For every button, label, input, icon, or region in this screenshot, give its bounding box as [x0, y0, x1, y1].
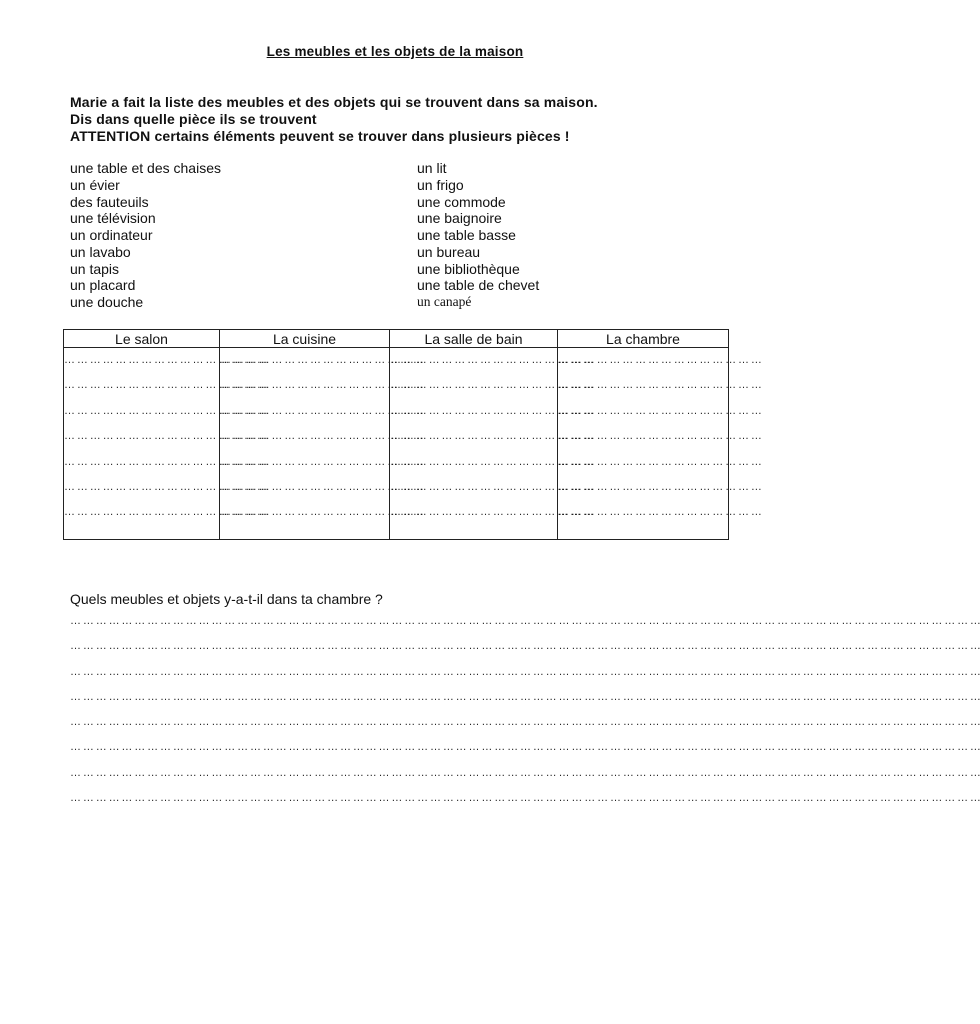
page-title: Les meubles et les objets de la maison — [266, 44, 524, 59]
answer-cell-chambre[interactable] — [558, 348, 762, 540]
instruction-warning: ATTENTION certains éléments peuvent se trouver dans plusieurs pièces ! — [70, 128, 570, 144]
fill-line: … … … … … … … … … … … … … … … … — [558, 379, 762, 392]
list-item: un placard — [70, 277, 136, 294]
fill-line: … … … … … … … … … … … … … … … … — [558, 430, 762, 443]
fill-line: … … … … … … … … … … … … … … … … — [558, 404, 762, 417]
list-item: une table basse — [417, 227, 516, 243]
answer-line: … … … … … … … … … … … … … … … … … … … … … … … … … … … … … … … … … … … … … … … … … … … … … … … … … … … … … … … … … … … … … … … … … … … … … … … — [70, 640, 980, 653]
fill-line: … … … … … … … … … … … … … … … … — [64, 480, 268, 493]
list-item: un ordinateur — [70, 227, 153, 243]
answer-line: … … … … … … … … … … … … … … … … … … … … … … … … … … … … … … … … … … … … … … … … … … … … … … … … … … … … … … … … … … … … … … … … … … … … … … … — [70, 665, 980, 678]
list-item: un évier — [70, 176, 120, 193]
fill-line: … … … … … … … … … … … … … … … … — [220, 455, 424, 468]
list-item: un tapis — [70, 260, 120, 277]
answer-area[interactable] — [70, 609, 980, 811]
list-item: des fauteuils — [70, 193, 149, 210]
fill-line: … … … … … … … … … … … … … … … … — [390, 430, 594, 443]
fill-line: … … … … … … … … … … … … … … … … — [220, 404, 424, 417]
fill-line: … … … … … … … … … … … … … … … … — [64, 430, 268, 443]
instruction-line: Marie a fait la liste des meubles et des objets qui se trouvent dans sa maison. — [70, 94, 598, 110]
fill-line: … … … … … … … … … … … … … … … … — [558, 455, 762, 468]
table-header-row — [64, 330, 729, 348]
list-item: un frigo — [417, 176, 464, 193]
fill-line: … … … … … … … … … … … … … … … … — [558, 506, 762, 519]
header-cuisine: La cuisine — [220, 330, 390, 348]
fill-line: … … … … … … … … … … … … … … … … — [64, 379, 268, 392]
fill-line: … … … … … … … … … … … … … … … … — [390, 404, 594, 417]
answer-cell-salon[interactable] — [64, 348, 268, 540]
fill-line: … … … … … … … … … … … … … … … … — [390, 506, 594, 519]
fill-line: … … … … … … … … … … … … … … … … — [220, 506, 424, 519]
header-chambre: La chambre — [558, 330, 729, 348]
answer-line: … … … … … … … … … … … … … … … … … … … … … … … … … … … … … … … … … … … … … … … … … … … … … … … … … … … … … … … … … … … … … … … … … … … … … … … — [70, 615, 980, 627]
fill-line: … … … … … … … … … … … … … … … … — [390, 480, 594, 493]
fill-line: … … … … … … … … … … … … … … … … — [390, 379, 594, 392]
fill-line: … … … … … … … … … … … … … … … … — [558, 354, 762, 366]
fill-line: … … … … … … … … … … … … … … … … — [220, 480, 424, 493]
fill-line: … … … … … … … … … … … … … … … … — [390, 455, 594, 468]
answer-line: … … … … … … … … … … … … … … … … … … … … … … … … … … … … … … … … … … … … … … … … … … … … … … … … … … … … … … … … … … … … … … … … … … … … … … … — [70, 792, 980, 805]
list-item: une télévision — [70, 210, 156, 227]
item-list-left — [70, 160, 221, 311]
fill-line: … … … … … … … … … … … … … … … … — [220, 379, 424, 392]
list-item: un bureau — [417, 243, 481, 260]
answer-cell-salle-de-bain[interactable] — [390, 348, 594, 540]
fill-line: … … … … … … … … … … … … … … … … — [390, 354, 594, 366]
fill-line: … … … … … … … … … … … … … … … … — [558, 480, 762, 493]
bedroom-question: Quels meubles et objets y-a-t-il dans ta chambre ? — [70, 591, 383, 607]
list-item: une bibliothèque — [417, 260, 520, 277]
instructions — [70, 94, 598, 145]
answer-line: … … … … … … … … … … … … … … … … … … … … … … … … … … … … … … … … … … … … … … … … … … … … … … … … … … … … … … … … … … … … … … … … … … … … … … … — [70, 690, 980, 703]
fill-line: … … … … … … … … … … … … … … … … — [64, 354, 268, 366]
list-item: une commode — [417, 193, 506, 210]
fill-line: … … … … … … … … … … … … … … … … — [220, 430, 424, 443]
fill-line: … … … … … … … … … … … … … … … … — [220, 354, 424, 366]
list-item: une baignoire — [417, 210, 502, 227]
list-item: un lit — [417, 160, 447, 176]
list-item: une table de chevet — [417, 277, 540, 294]
header-salon: Le salon — [64, 330, 220, 348]
answer-line: … … … … … … … … … … … … … … … … … … … … … … … … … … … … … … … … … … … … … … … … … … … … … … … … … … … … … … … … … … … … … … … … … … … … … … … — [70, 716, 980, 729]
rooms-table — [63, 329, 762, 540]
fill-line: … … … … … … … … … … … … … … … … — [64, 506, 268, 519]
header-salle-de-bain: La salle de bain — [390, 330, 558, 348]
table-row — [64, 348, 729, 540]
answer-cell-cuisine[interactable] — [220, 348, 424, 540]
answer-line: … … … … … … … … … … … … … … … … … … … … … … … … … … … … … … … … … … … … … … … … … … … … … … … … … … … … … … … … … … … … … … … … … … … … … … … — [70, 741, 980, 754]
fill-line: … … … … … … … … … … … … … … … … — [64, 404, 268, 417]
item-list-right — [417, 160, 539, 311]
list-item: un canapé — [417, 294, 472, 309]
instruction-line: Dis dans quelle pièce ils se trouvent — [70, 111, 317, 127]
fill-line: … … … … … … … … … … … … … … … … — [64, 455, 268, 468]
list-item: une douche — [70, 294, 144, 310]
list-item: une table et des chaises — [70, 160, 221, 176]
list-item: un lavabo — [70, 243, 131, 260]
answer-line: … … … … … … … … … … … … … … … … … … … … … … … … … … … … … … … … … … … … … … … … … … … … … … … … … … … … … … … … … … … … … … … … … … … … … … … — [70, 766, 980, 779]
